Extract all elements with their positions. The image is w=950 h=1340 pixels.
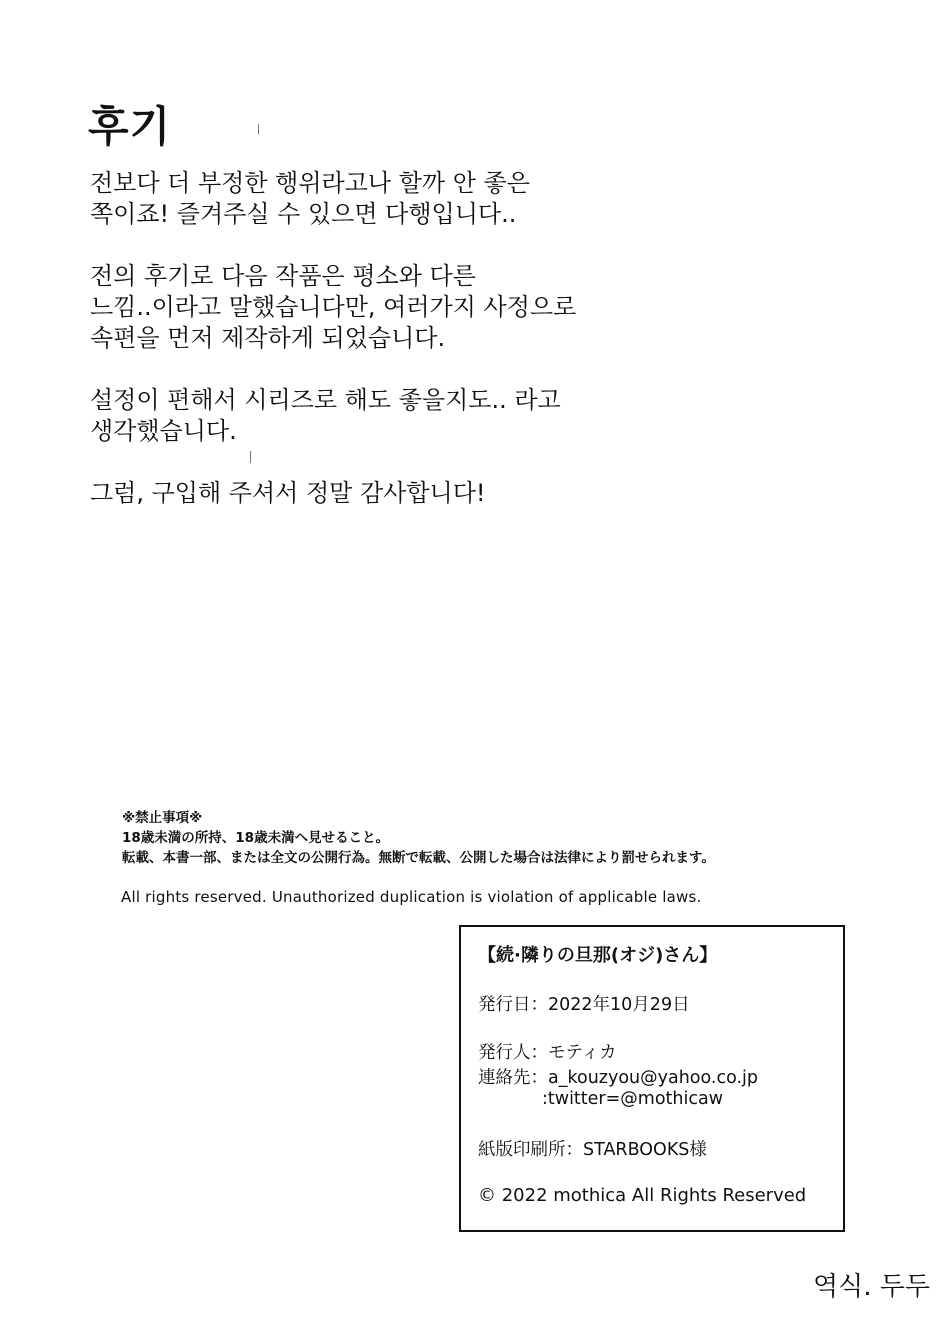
publisher: 発行人：モティカ bbox=[478, 1043, 617, 1063]
printer: 紙版印刷所：STARBOOKS様 bbox=[478, 1140, 707, 1160]
afterword-heading: 후기 bbox=[88, 102, 172, 151]
translator-credit: 역식. 두두 bbox=[813, 1272, 930, 1302]
scan-speck bbox=[250, 451, 251, 463]
afterword-paragraph-3: 설정이 편해서 시리즈로 해도 좋을지도.. 라고 생각했습니다. bbox=[90, 386, 561, 445]
notice-line-reprint: 転載、本書一部、または全文の公開行為。無断で転載、公開した場合は法律により罰せられます。 bbox=[122, 850, 715, 866]
notice-title: ※禁止事項※ bbox=[122, 810, 203, 826]
colophon-title: 【続·隣りの旦那(オジ)さん】 bbox=[478, 945, 718, 966]
notice-line-age: 18歳未満の所持、18歳未満へ見せること。 bbox=[122, 830, 390, 846]
afterword-paragraph-4: 그럼, 구입해 주셔서 정말 감사합니다! bbox=[90, 479, 486, 507]
afterword-paragraph-1: 전보다 더 부정한 행위라고나 할까 안 좋은 쪽이죠! 즐겨주실 수 있으면 다행입니다.. bbox=[90, 169, 530, 228]
publish-date: 発行日：2022年10月29日 bbox=[478, 995, 690, 1015]
rights-statement: All rights reserved. Unauthorized duplication is violation of applicable laws. bbox=[121, 888, 702, 906]
afterword-paragraph-2: 전의 후기로 다음 작품은 평소와 다른 느낌..이라고 말했습니다만, 여러가지 사정으로 속편을 먼저 제작하게 되었습니다. bbox=[90, 262, 577, 352]
contact-email: 連絡先：a_kouzyou@yahoo.co.jp bbox=[478, 1068, 759, 1088]
scan-speck bbox=[258, 124, 259, 134]
colophon-box bbox=[459, 925, 845, 1232]
prohibition-notice bbox=[122, 808, 715, 868]
contact-twitter: :twitter=@mothicaw bbox=[542, 1089, 724, 1109]
copyright: © 2022 mothica All Rights Reserved bbox=[478, 1185, 807, 1206]
